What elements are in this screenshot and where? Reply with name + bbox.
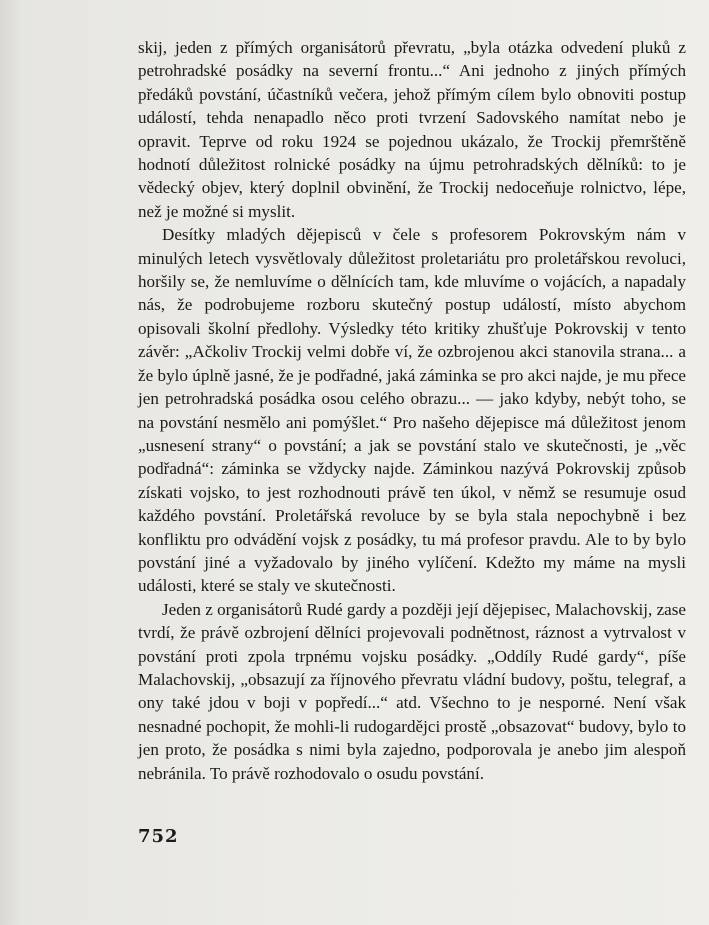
page-number: 752 bbox=[138, 826, 179, 847]
paragraph-3: Jeden z organisátorů Rudé gardy a později její dějepisec, Malachovskij, zase tvrdí, že právě ozbrojení dělníci projevovali podnětnost, ráznost a vytrvalost v povstání proti zpola trpnému vojsku posádky. „Oddíly Rudé gardy“, píše Malachovskij, „obsazují za říjnového převratu vládní budovy, poštu, telegraf, a ony také jdou v boji v popředí...“ atd. Všechno to je nesporné. Není však nesnadné pochopit, že mohli-li rudogardějci prostě „obsazovat“ budovy, bylo to jen proto, že posádka s nimi byla zajedno, podporovala je anebo jim alespoň nebránila. To právě rozhodovalo o osudu povstání. bbox=[138, 599, 686, 783]
paragraph-1: skij, jeden z přímých organisátorů převratu, „byla otázka odvedení pluků z petrohradské posádky na severní frontu...“ Ani jednoho z jiných přímých předáků povstání, účastníků večera, jehož přímým cílem bylo obnoviti postup událostí, tehda nenapadlo něco proti tvrzení Sadovského namítat nebo je opravit. Teprve od roku 1924 se pojednou ukázalo, že Trockij přemrštěně hodnotí důležitost rolnické posádky na újmu petrohradských dělníků: to je vědecký objev, který doplnil obvinění, že Trockij nedoceňuje rolnictvo, lépe, než je možné si myslit. bbox=[138, 38, 686, 221]
body-text bbox=[138, 36, 686, 785]
paragraph-2: Desítky mladých dějepisců v čele s profesorem Pokrovským nám v minulých letech vysvětlovaly důležitost proletariátu pro proletářskou revoluci, horšily se, že nemluvíme o dělnících tam, kde mluvíme o vojácích, a napadaly nás, že podrobujeme rozboru skutečný postup událostí, místo abychom opisovali školní předlohy. Výsledky této kritiky zhušťuje Pokrovskij v tento závěr: „Ačkoliv Trockij velmi dobře ví, že ozbrojenou akci stanovila strana... a že bylo úplně jasné, že je podřadné, jaká záminka se pro akci najde, je mu přece jen petrohradská posádka osou celého obrazu... — jako kdyby, nebýt toho, se na povstání nesmělo ani pomýšlet.“ Pro našeho dějepisce má důležitost jenom „usnesení strany“ o povstání; a jak se povstání stalo ve skutečnosti, je „věc podřadná“: záminka se vždycky najde. Záminkou nazývá Pokrovskij způsob získati vojsko, to jest rozhodnouti právě ten úkol, v němž se resumuje osud každého povstání. Proletářská revoluce by se byla stala nepochybně i bez konfliktu pro odvádění vojsk z posádky, tu má profesor pravdu. Ale to by bylo povstání jiné a vyžadovalo by jiného vylíčení. Kdežto my máme na mysli události, které se staly ve skutečnosti. bbox=[138, 225, 686, 596]
page-binding-edge bbox=[0, 0, 22, 925]
